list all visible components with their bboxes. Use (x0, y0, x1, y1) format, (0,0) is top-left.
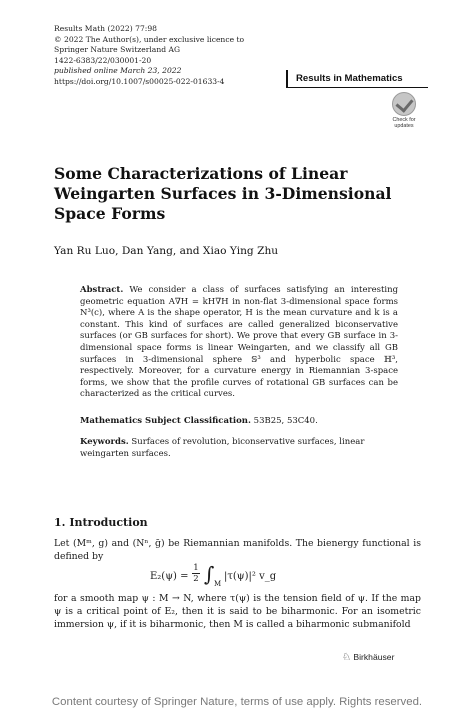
intro-paragraph-2: for a smooth map ψ : M → N, where τ(ψ) is the tension field of ψ. If the map ψ is a critical point of E₂, then it is said to be biharmonic. For an isometric immersion ψ, if it is biharmonic, then M is called a biharmonic submanifold (54, 593, 421, 631)
check-updates-label: Check for updates (392, 117, 416, 129)
journal-reference: Results Math (2022) 77:98 (54, 24, 157, 33)
fraction-denominator: 2 (193, 574, 199, 584)
courtesy-footer: Content courtesy of Springer Nature, terms of use apply. Rights reserved. (51, 696, 423, 708)
abstract-label: Abstract. (80, 285, 124, 295)
journal-badge: Results in Mathematics (286, 70, 428, 87)
publisher-mark (342, 652, 394, 663)
equation-lhs: E₂(ψ) = (150, 571, 189, 582)
birkhauser-logo-icon: ♘ (342, 652, 351, 663)
publisher-name: Birkhäuser (353, 652, 395, 662)
keywords-text: Surfaces of revolution, biconservative surfaces, linear weingarten surfaces. (80, 437, 365, 459)
equation-fraction (192, 563, 200, 584)
article-title: Some Characterizations of Linear Weingarten Surfaces in 3-Dimensional Space Forms (54, 164, 392, 223)
abstract-text: We consider a class of surfaces satisfying an interesting geometric equation A∇H = kH∇H in non-flat 3-dimensional space forms N³(c), where A is the shape operator, H is the mean curvature and k is a constant. This kind of surfaces are called generalized biconservative surfaces (or GB surfaces for short). We prove that every GB surface in 3-dimensional space forms is linear Weingarten, and we classify all GB surfaces in 3-dimensional sphere 𝕊³ and hyperbolic space ℍ³, respectively. Moreover, for a curvature energy in Riemannian 3-space forms, we show that the profile curves of rotational GB surfaces can be characterized as the critical curves. (80, 285, 399, 400)
publisher-line: Springer Nature Switzerland AG (54, 45, 181, 55)
bienergy-equation (150, 562, 350, 590)
integral-domain: M (214, 580, 222, 588)
integral-sign: ∫ (204, 562, 215, 586)
msc-codes: 53B25, 53C40. (253, 416, 318, 426)
issn-line: 1422-6383/22/030001-20 (54, 55, 152, 65)
check-updates-icon (392, 92, 416, 116)
article-metadata (54, 24, 244, 88)
equation-rhs: |τ(ψ)|² v_g (224, 571, 277, 582)
doi-link[interactable]: https://doi.org/10.1007/s00025-022-01633-4 (54, 76, 225, 86)
section-heading-introduction: 1. Introduction (54, 516, 148, 529)
msc-classification (80, 416, 318, 426)
msc-label: Mathematics Subject Classification. (80, 416, 251, 426)
keywords-label: Keywords. (80, 437, 129, 447)
fraction-numerator: 1 (193, 563, 199, 573)
check-for-updates-button[interactable] (389, 92, 419, 129)
intro-paragraph-1: Let (Mᵐ, g) and (Nⁿ, ḡ) be Riemannian manifolds. The bienergy functional is defined by (54, 538, 421, 563)
author-list: Yan Ru Luo, Dan Yang, and Xiao Ying Zhu (54, 245, 279, 257)
keywords-block (80, 437, 398, 460)
badge-divider (286, 87, 428, 88)
copyright-line: © 2022 The Author(s), under exclusive licence to (54, 34, 245, 44)
published-date: published online March 23, 2022 (54, 66, 182, 76)
abstract-block (80, 285, 398, 401)
